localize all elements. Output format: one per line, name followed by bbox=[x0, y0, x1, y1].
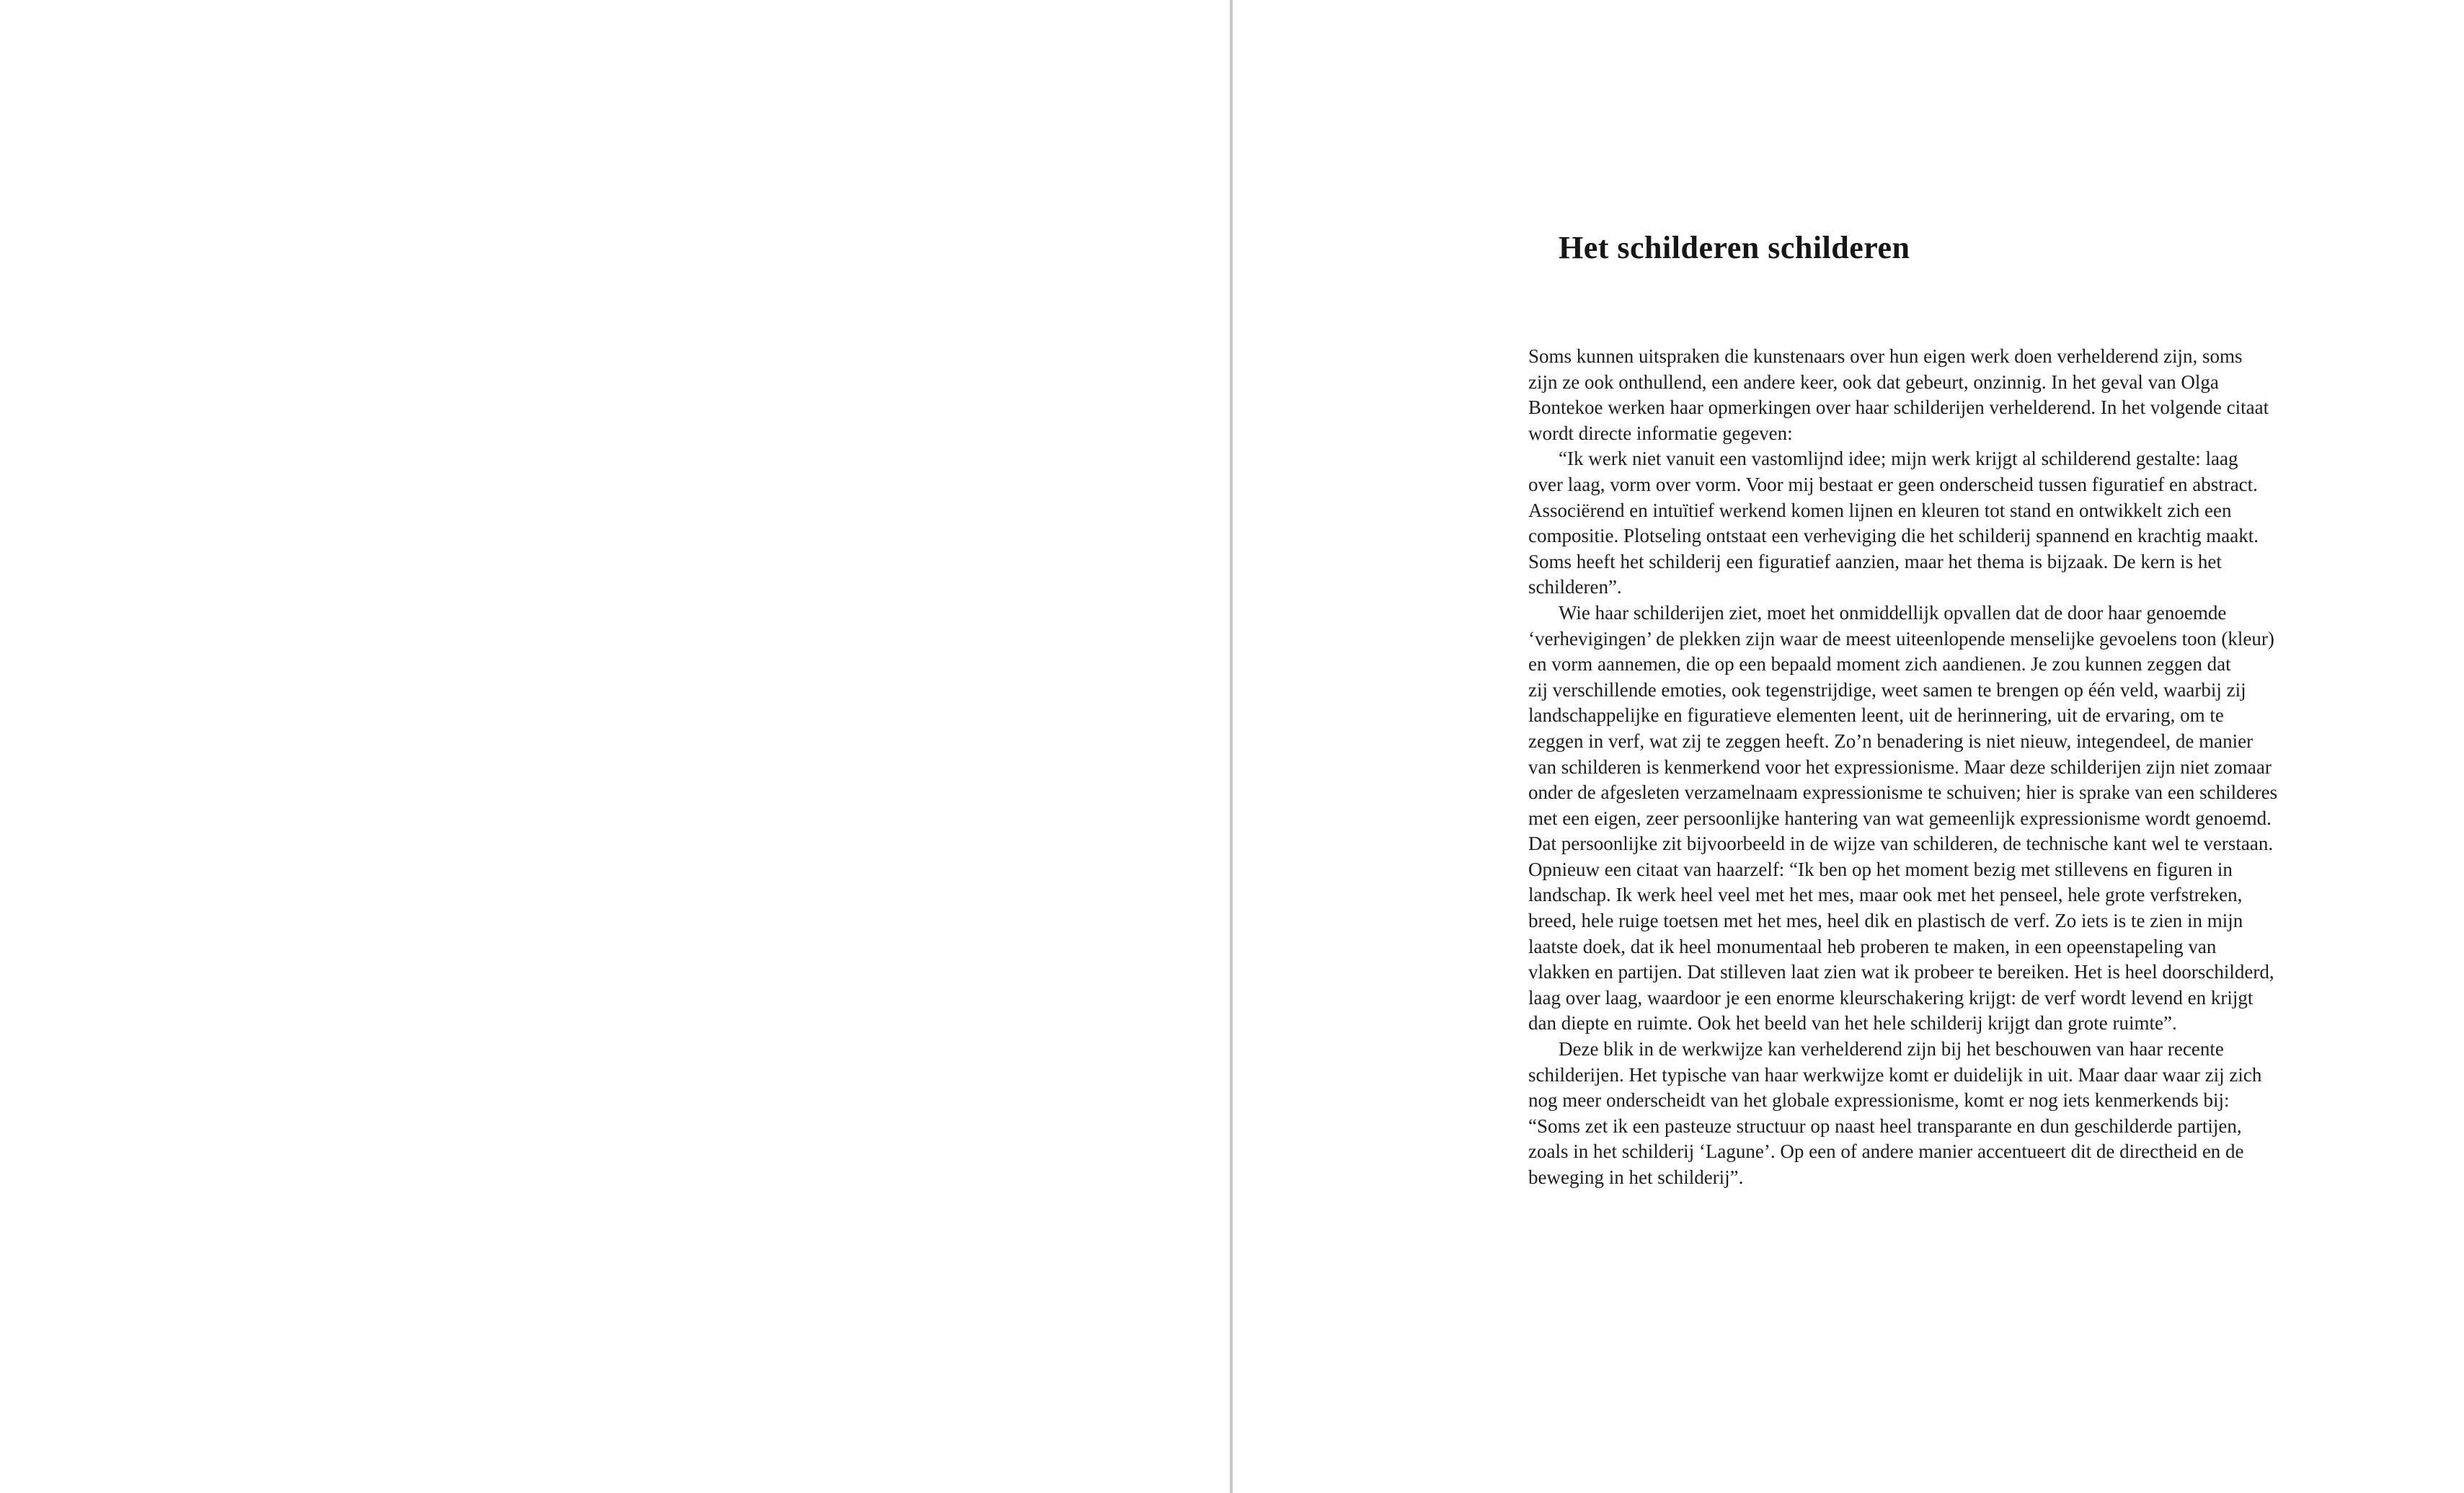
text-line: “Soms zet ik een pasteuze structuur op naast heel transparante en dun geschilderde partijen, bbox=[1528, 1115, 2242, 1137]
text-line: “Ik werk niet vanuit een vastomlijnd idee; mijn werk krijgt al schilderend gestalte: laag bbox=[1559, 448, 2238, 470]
text-line: laatste doek, dat ik heel monumentaal heb proberen te maken, in een opeenstapeling van bbox=[1528, 935, 2217, 957]
text-line: Dat persoonlijke zit bijvoorbeeld in de wijze van schilderen, de technische kant wel te verstaan. bbox=[1528, 833, 2274, 855]
text-line: Soms kunnen uitspraken die kunstenaars over hun eigen werk doen verhelderend zijn, soms bbox=[1528, 345, 2243, 367]
text-line: landschappelijke en figuratieve elementen leent, uit de herinnering, uit de ervaring, om te bbox=[1528, 704, 2224, 727]
chapter-title: Het schilderen schilderen bbox=[1559, 230, 1910, 265]
text-line: nog meer onderscheidt van het globale expressionisme, komt er nog iets kenmerkends bij: bbox=[1528, 1089, 2230, 1112]
text-line: vlakken en partijen. Dat stilleven laat zien wat ik probeer te bereiken. Het is heel doorschilderd, bbox=[1528, 961, 2274, 983]
text-line: over laag, vorm over vorm. Voor mij bestaat er geen onderscheid tussen figuratief en abstract. bbox=[1528, 473, 2258, 495]
left-page-blank bbox=[0, 0, 1230, 1493]
paragraph bbox=[1528, 344, 2350, 446]
text-line: Soms heeft het schilderij een figuratief aanzien, maar het thema is bijzaak. De kern is het bbox=[1528, 550, 2222, 572]
text-line: landschap. Ik werk heel veel met het mes, maar ook met het penseel, hele grote verfstreken, bbox=[1528, 884, 2243, 906]
body-text bbox=[1528, 344, 2350, 1191]
text-line: Bontekoe werken haar opmerkingen over haar schilderijen verhelderend. In het volgende citaat bbox=[1528, 396, 2269, 419]
text-line: Wie haar schilderijen ziet, moet het onmiddellijk opvallen dat de door haar genoemde bbox=[1559, 601, 2227, 624]
text-line: zeggen in verf, wat zij te zeggen heeft. Zo’n benadering is niet nieuw, integendeel, de manier bbox=[1528, 730, 2254, 752]
text-line: beweging in het schilderij”. bbox=[1528, 1166, 1744, 1188]
text-line: ‘verhevigingen’ de plekken zijn waar de meest uiteenlopende menselijke gevoelens toon (kleur) bbox=[1528, 627, 2274, 650]
text-line: Deze blik in de werkwijze kan verhelderend zijn bij het beschouwen van haar recente bbox=[1559, 1038, 2224, 1060]
text-line: zijn ze ook onthullend, een andere keer, ook dat gebeurt, onzinnig. In het geval van Olga bbox=[1528, 371, 2219, 393]
text-line: zij verschillende emoties, ook tegenstrijdige, weet samen te brengen op één veld, waarbij zij bbox=[1528, 678, 2246, 701]
text-line: breed, hele ruige toetsen met het mes, heel dik en plastisch de verf. Zo iets is te zien in mijn bbox=[1528, 910, 2243, 932]
right-page bbox=[1233, 0, 2464, 1493]
text-line: schilderen”. bbox=[1528, 576, 1622, 598]
text-line: dan diepte en ruimte. Ook het beeld van het hele schilderij krijgt dan grote ruimte”. bbox=[1528, 1012, 2177, 1035]
paragraph bbox=[1528, 446, 2350, 601]
text-line: zoals in het schilderij ‘Lagune’. Op een of andere manier accentueert dit de directheid en de bbox=[1528, 1140, 2244, 1163]
text-line: onder de afgesleten verzamelnaam expressionisme te schuiven; hier is sprake van een schilderes bbox=[1528, 781, 2278, 804]
text-line: schilderijen. Het typische van haar werkwijze komt er duidelijk in uit. Maar daar waar zij zich bbox=[1528, 1063, 2262, 1086]
text-line: wordt directe informatie gegeven: bbox=[1528, 422, 1793, 444]
paragraph bbox=[1528, 1037, 2350, 1191]
text-line: met een eigen, zeer persoonlijke hantering van wat gemeenlijk expressionisme wordt genoemd. bbox=[1528, 807, 2272, 829]
text-line: compositie. Plotseling ontstaat een verheviging die het schilderij spannend en krachtig maakt. bbox=[1528, 525, 2259, 547]
text-line: van schilderen is kenmerkend voor het expressionisme. Maar deze schilderijen zijn niet zomaar bbox=[1528, 756, 2272, 778]
text-line: Associërend en intuïtief werkend komen lijnen en kleuren tot stand en ontwikkelt zich een bbox=[1528, 499, 2232, 521]
text-line: Opnieuw een citaat van haarzelf: “Ik ben op het moment bezig met stillevens en figuren in bbox=[1528, 858, 2233, 880]
text-line: laag over laag, waardoor je een enorme kleurschakering krijgt: de verf wordt levend en krijgt bbox=[1528, 986, 2254, 1009]
text-line: en vorm aannemen, die op een bepaald moment zich aandienen. Je zou kunnen zeggen dat bbox=[1528, 653, 2231, 675]
paragraph bbox=[1528, 601, 2350, 1037]
